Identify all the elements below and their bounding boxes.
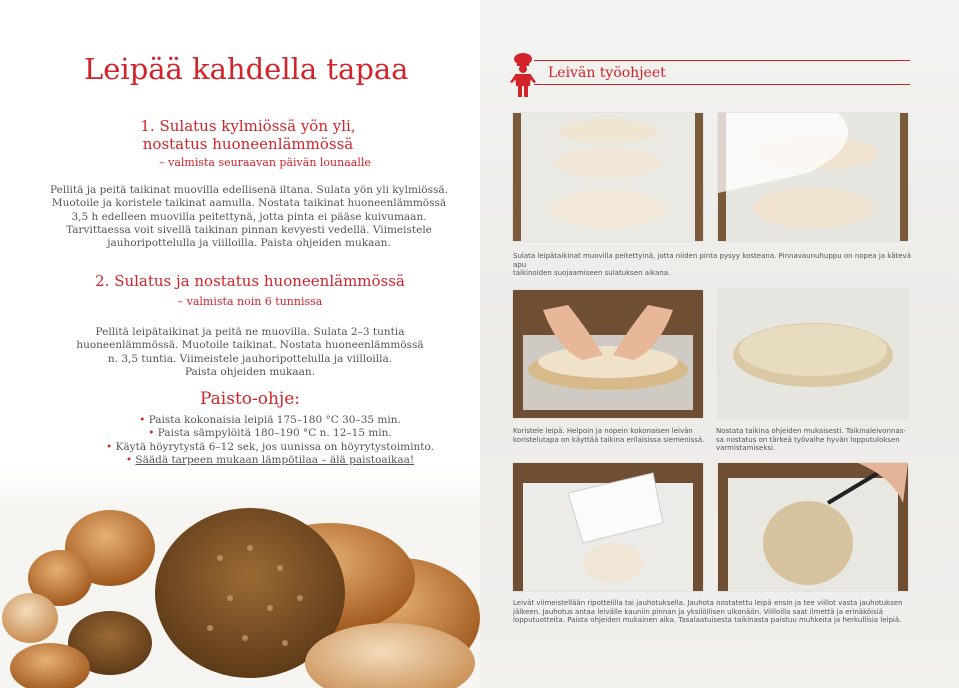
section1-text: [30, 184, 468, 250]
baking-bullet: • Säädä tarpeen mukaan lämpötilaa – älä paistoaikaa!: [125, 454, 415, 467]
caption-line: Sulata leipätaikinat muovilla peitettyinä, jotta niiden pinta pysyy kosteana. Pinnavaunuhuppu on nopea ja kätevä apu: [513, 252, 911, 269]
photo-risen-loaf: [718, 290, 908, 418]
section1-heading-line2: nostatus huoneenlämmössä: [142, 135, 354, 153]
caption-thaw: [513, 252, 923, 278]
baking-bullet: • Paista sämpylöitä 180–190 °C n. 12–15 min.: [148, 427, 392, 440]
baking-bullets: [60, 414, 480, 468]
chef-icon: [508, 52, 538, 98]
caption-line: lopputuotteita. Paista ohjeiden mukainen aika. Tasalaatuisesta taikinasta paistuu muhkeita ja herkullisia leipiä.: [513, 616, 902, 625]
caption-line: Leivät viimeistellään ripottelilla tai jauhotuksella. Jauhota nostatettu leipä ensin ja tee viillot vasta jauhotuksen: [513, 599, 903, 607]
section2-subtitle: – valmista noin 6 tunnissa: [177, 295, 323, 308]
section2-line: Paista ohjeiden mukaan.: [184, 365, 316, 378]
section1-line: Tarvittaessa voit sivellä taikinan pinnan kevyesti vedellä. Viimeistele: [66, 223, 432, 236]
caption-line: Koristele leipä. Helpoin ja nopein kokonaisen leivän: [513, 427, 693, 435]
section2-text: [40, 326, 460, 379]
title-line-bottom: [534, 84, 910, 85]
section1-line: 3,5 h edelleen muovilla peitettynä, jotta pinta ei pääse kuivumaan.: [71, 210, 427, 223]
photo-flour-sifter: [513, 463, 703, 591]
caption-rise: [716, 427, 911, 453]
caption-line: sa nostatus on tärkeä työvaihe hyvän lopputuloksen: [716, 435, 900, 444]
section1-heading: [0, 117, 480, 153]
section2-line: n. 3,5 tuntia. Viimeistele jauhoripottelulla ja viilloilla.: [107, 352, 393, 365]
photo-scoring-loaf: [718, 463, 908, 591]
baking-bullet: • Käytä höyrytystä 6–12 sek, jos uunissa on höyrytystoiminto.: [106, 440, 434, 453]
section1-line: jauhoripottelulla ja viilloilla. Paista ohjeiden mukaan.: [107, 237, 391, 250]
baking-bullet: • Paista kokonaisia leipiä 175–180 °C 30–35 min.: [139, 414, 401, 426]
caption-decorate: [513, 427, 708, 444]
title-line-top: [534, 60, 910, 61]
caption-finish: [513, 599, 923, 625]
caption-line: koristelutapa on käyttää taikina erilaisissa siemenissä.: [513, 435, 705, 444]
section2-line: Pellitä leipätaikinat ja peitä ne muovilla. Sulata 2–3 tuntia: [95, 326, 405, 338]
caption-line: varmistamiseksi.: [716, 444, 776, 453]
section2-heading: 2. Sulatus ja nostatus huoneenlämmössä: [95, 272, 405, 290]
right-title: Leivän työohjeet: [548, 65, 666, 81]
caption-line: jälkeen. Jauhotus antaa leivälle kauniin pinnan ja yksilöllisen ulkonäön. Viilloilla saat ilmettä ja erinäköisiä: [513, 607, 884, 616]
photo-hands-seeds: [513, 290, 703, 418]
caption-line: taikinoiden suojaamiseen sulatuksen aikana.: [513, 269, 671, 278]
bun-small: [2, 593, 58, 643]
section1-line: Pellitä ja peitä taikinat muovilla edellisenä iltana. Sulata yön yli kylmiössä.: [50, 184, 448, 196]
section1-line: Muotoile ja koristele taikinat aamulla. Nostata taikinat huoneenlämmössä: [51, 197, 447, 210]
page-title: Leipää kahdella tapaa: [84, 52, 409, 86]
section2-line: huoneenlämmössä. Muotoile taikinat. Nostata huoneenlämmössä: [76, 339, 424, 352]
section1-subtitle: – valmista seuraavan päivän lounaalle: [159, 156, 371, 169]
photo-dough-plastic: [718, 113, 908, 241]
section1-heading-line1: 1. Sulatus kylmiössä yön yli,: [140, 117, 356, 135]
baking-heading: Paisto-ohje:: [200, 389, 301, 409]
bread-photo: [0, 468, 480, 688]
caption-line: Nostata taikina ohjeiden mukaisesti. Taikinaleivonnas-: [716, 427, 906, 435]
photo-dough-tray: [513, 113, 703, 241]
